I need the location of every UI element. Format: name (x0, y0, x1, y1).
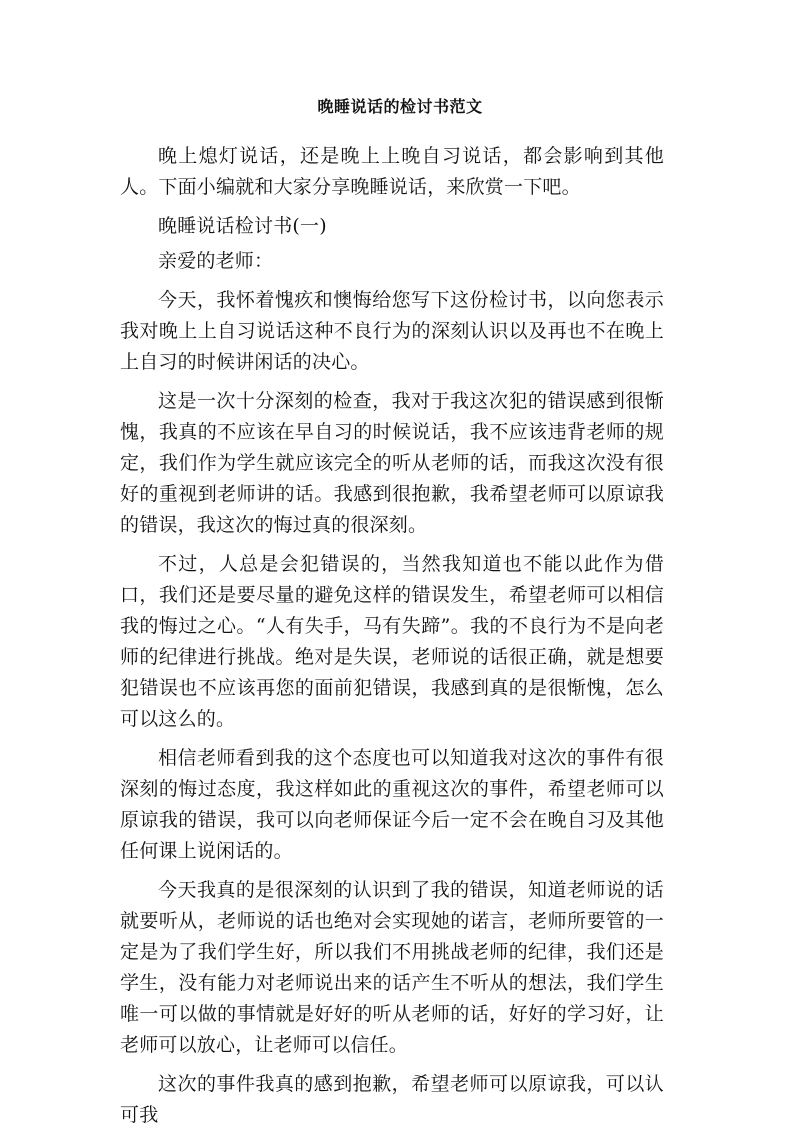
body-paragraph: 这是一次十分深刻的检查，我对于我这次犯的错误感到很惭愧，我真的不应该在早自习的时候说话，我不应该违背老师的规定，我们作为学生就应该完全的听从老师的话，而我这次没有很好的重视到老师讲的话。我感到很抱歉，我希望老师可以原谅我的错误，我这次的悔过真的很深刻。 (120, 390, 664, 536)
body-paragraph: 今天，我怀着愧疚和懊悔给您写下这份检讨书，以向您表示我对晚上上自习说话这种不良行为的深刻认识以及再也不在晚上上自习的时候讲闲话的决心。 (120, 289, 664, 373)
salutation: 亲爱的老师： (158, 250, 274, 272)
document-body (120, 141, 664, 1139)
body-paragraph: 相信老师看到我的这个态度也可以知道我对这次的事件有很深刻的悔过态度，我这样如此的重视这次的事件，希望老师可以原谅我的错误，我可以向老师保证今后一定不会在晚自习及其他任何课上说闲话的。 (120, 747, 664, 862)
body-paragraph: 今天我真的是很深刻的认识到了我的错误，知道老师说的话就要听从，老师说的话也绝对会实现她的诺言，老师所要管的一定是为了我们学生好，所以我们不用挑战老师的纪律，我们还是学生，没有能力对老师说出来的话产生不听从的想法，我们学生唯一可以做的事情就是好好的听从老师的话，好好的学习好，让老师可以放心，让老师可以信任。 (120, 879, 664, 1056)
intro-paragraph: 晚上熄灯说话，还是晚上上晚自习说话，都会影响到其他人。下面小编就和大家分享晚睡说话，来欣赏一下吧。 (120, 145, 664, 198)
body-paragraph: 不过，人总是会犯错误的，当然我知道也不能以此作为借口，我们还是要尽量的避免这样的错误发生，希望老师可以相信我的悔过之心。“人有失手，马有失蹄”。我的不良行为不是向老师的纪律进行挑战。绝对是失误，老师说的话很正确，就是想要犯错误也不应该再您的面前犯错误，我感到真的是很惭愧，怎么可以这么的。 (120, 553, 664, 730)
section-heading: 晚睡说话检讨书(一) (158, 215, 327, 237)
document-title: 晚睡说话的检讨书范文 (317, 97, 483, 116)
body-paragraph: 这次的事件我真的感到抱歉，希望老师可以原谅我，可以认可我 (120, 1073, 664, 1126)
